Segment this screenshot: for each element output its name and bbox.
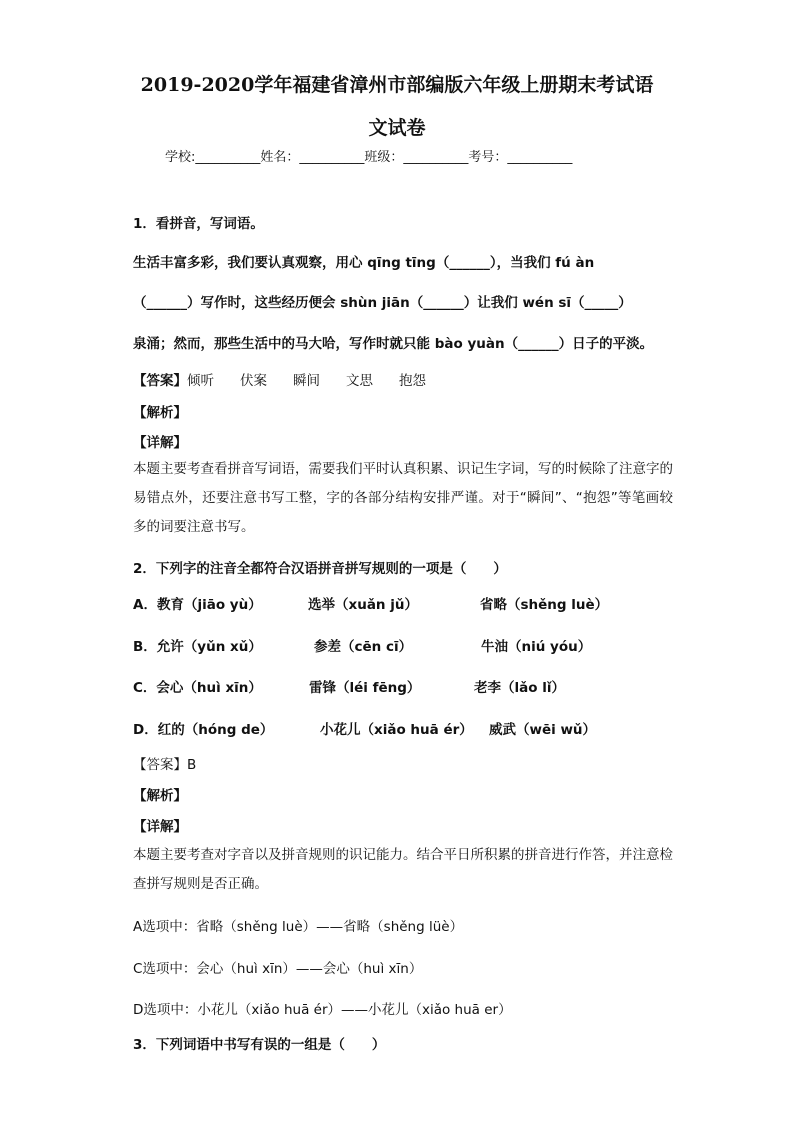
option-part: B．允许（yǔn xǔ） (133, 639, 262, 655)
option-part: C．会心（huì xīn） (133, 680, 262, 696)
answer-item: 瞬间 (293, 373, 320, 389)
q1-detail-label: 【详解】 (133, 435, 187, 451)
q2-sub-a: A选项中：省略（shěng luè）——省略（shěng lüè） (133, 919, 464, 935)
answer-item: 倾听 (187, 373, 214, 389)
doc-title-line2: 文试卷 (368, 117, 426, 139)
option-part: 牛油（niú yóu） (481, 639, 592, 655)
student-info-line: 学校:__________姓名：__________班级：__________考号：__________ (165, 150, 573, 165)
option-part: 老李（lǎo lǐ） (474, 680, 565, 696)
option-part: 参差（cēn cī） (314, 639, 413, 655)
q1-answer (133, 369, 452, 389)
option-part: D．红的（hóng de） (133, 722, 274, 738)
option-part: 选举（xuǎn jǔ） (308, 597, 418, 613)
q2-detail-text: 本题主要考查对字音以及拼音规则的识记能力。结合平日所积累的拼音进行作答，并注意检查拼写规则是否正确。 (133, 847, 673, 892)
q2-sub-c: C选项中：会心（huì xīn）——会心（huì xīn） (133, 961, 423, 977)
option-part: A．教育（jiāo yù） (133, 597, 262, 613)
q2-sub-d: D选项中：小花儿（xiǎo huā ér）——小花儿（xiǎo huā er） (133, 1002, 512, 1018)
q1-line3: 泉涌；然而，那些生活中的马大哈，写作时就只能 bào yuàn（______）日子的平淡。 (133, 336, 654, 352)
answer-label: 【答案】 (133, 373, 187, 389)
q2-stem: 2．下列字的注音全都符合汉语拼音拼写规则的一项是（ ） (133, 561, 507, 577)
q1-stem: 1．看拼音，写词语。 (133, 216, 264, 232)
q3-stem: 3．下列词语中书写有误的一组是（ ） (133, 1037, 386, 1053)
q2-answer: 【答案】B (133, 757, 197, 773)
option-part: 省略（shěng luè） (480, 597, 609, 613)
q1-detail-text: 本题主要考查看拼音写词语，需要我们平时认真积累、识记生字词，写的时候除了注意字的易错点外，还要注意书写工整，字的各部分结构安排严谨。对于“瞬间”、“抱怨”等笔画较多的词要注意书写。 (133, 461, 673, 535)
option-part: 威武（wēi wǔ） (489, 722, 597, 738)
answer-item: 文思 (346, 373, 373, 389)
q1-line2: （______）写作时，这些经历便会 shùn jiān（______）让我们 wén sī（_____） (133, 295, 632, 311)
q1-line1: 生活丰富多彩，我们要认真观察，用心 qīng tīng（______），当我们 fú àn (133, 255, 595, 271)
option-part: 小花儿（xiǎo huā ér） (320, 722, 473, 738)
option-part: 雷锋（léi fēng） (309, 680, 421, 696)
answer-item: 伏案 (240, 373, 267, 389)
doc-title-line1: 2019-2020学年福建省漳州市部编版六年级上册期末考试语 (140, 74, 654, 96)
q1-analysis-label: 【解析】 (133, 405, 187, 421)
q2-analysis-label: 【解析】 (133, 788, 187, 804)
answer-item: 抱怨 (399, 373, 426, 389)
q2-detail-label: 【详解】 (133, 819, 187, 835)
